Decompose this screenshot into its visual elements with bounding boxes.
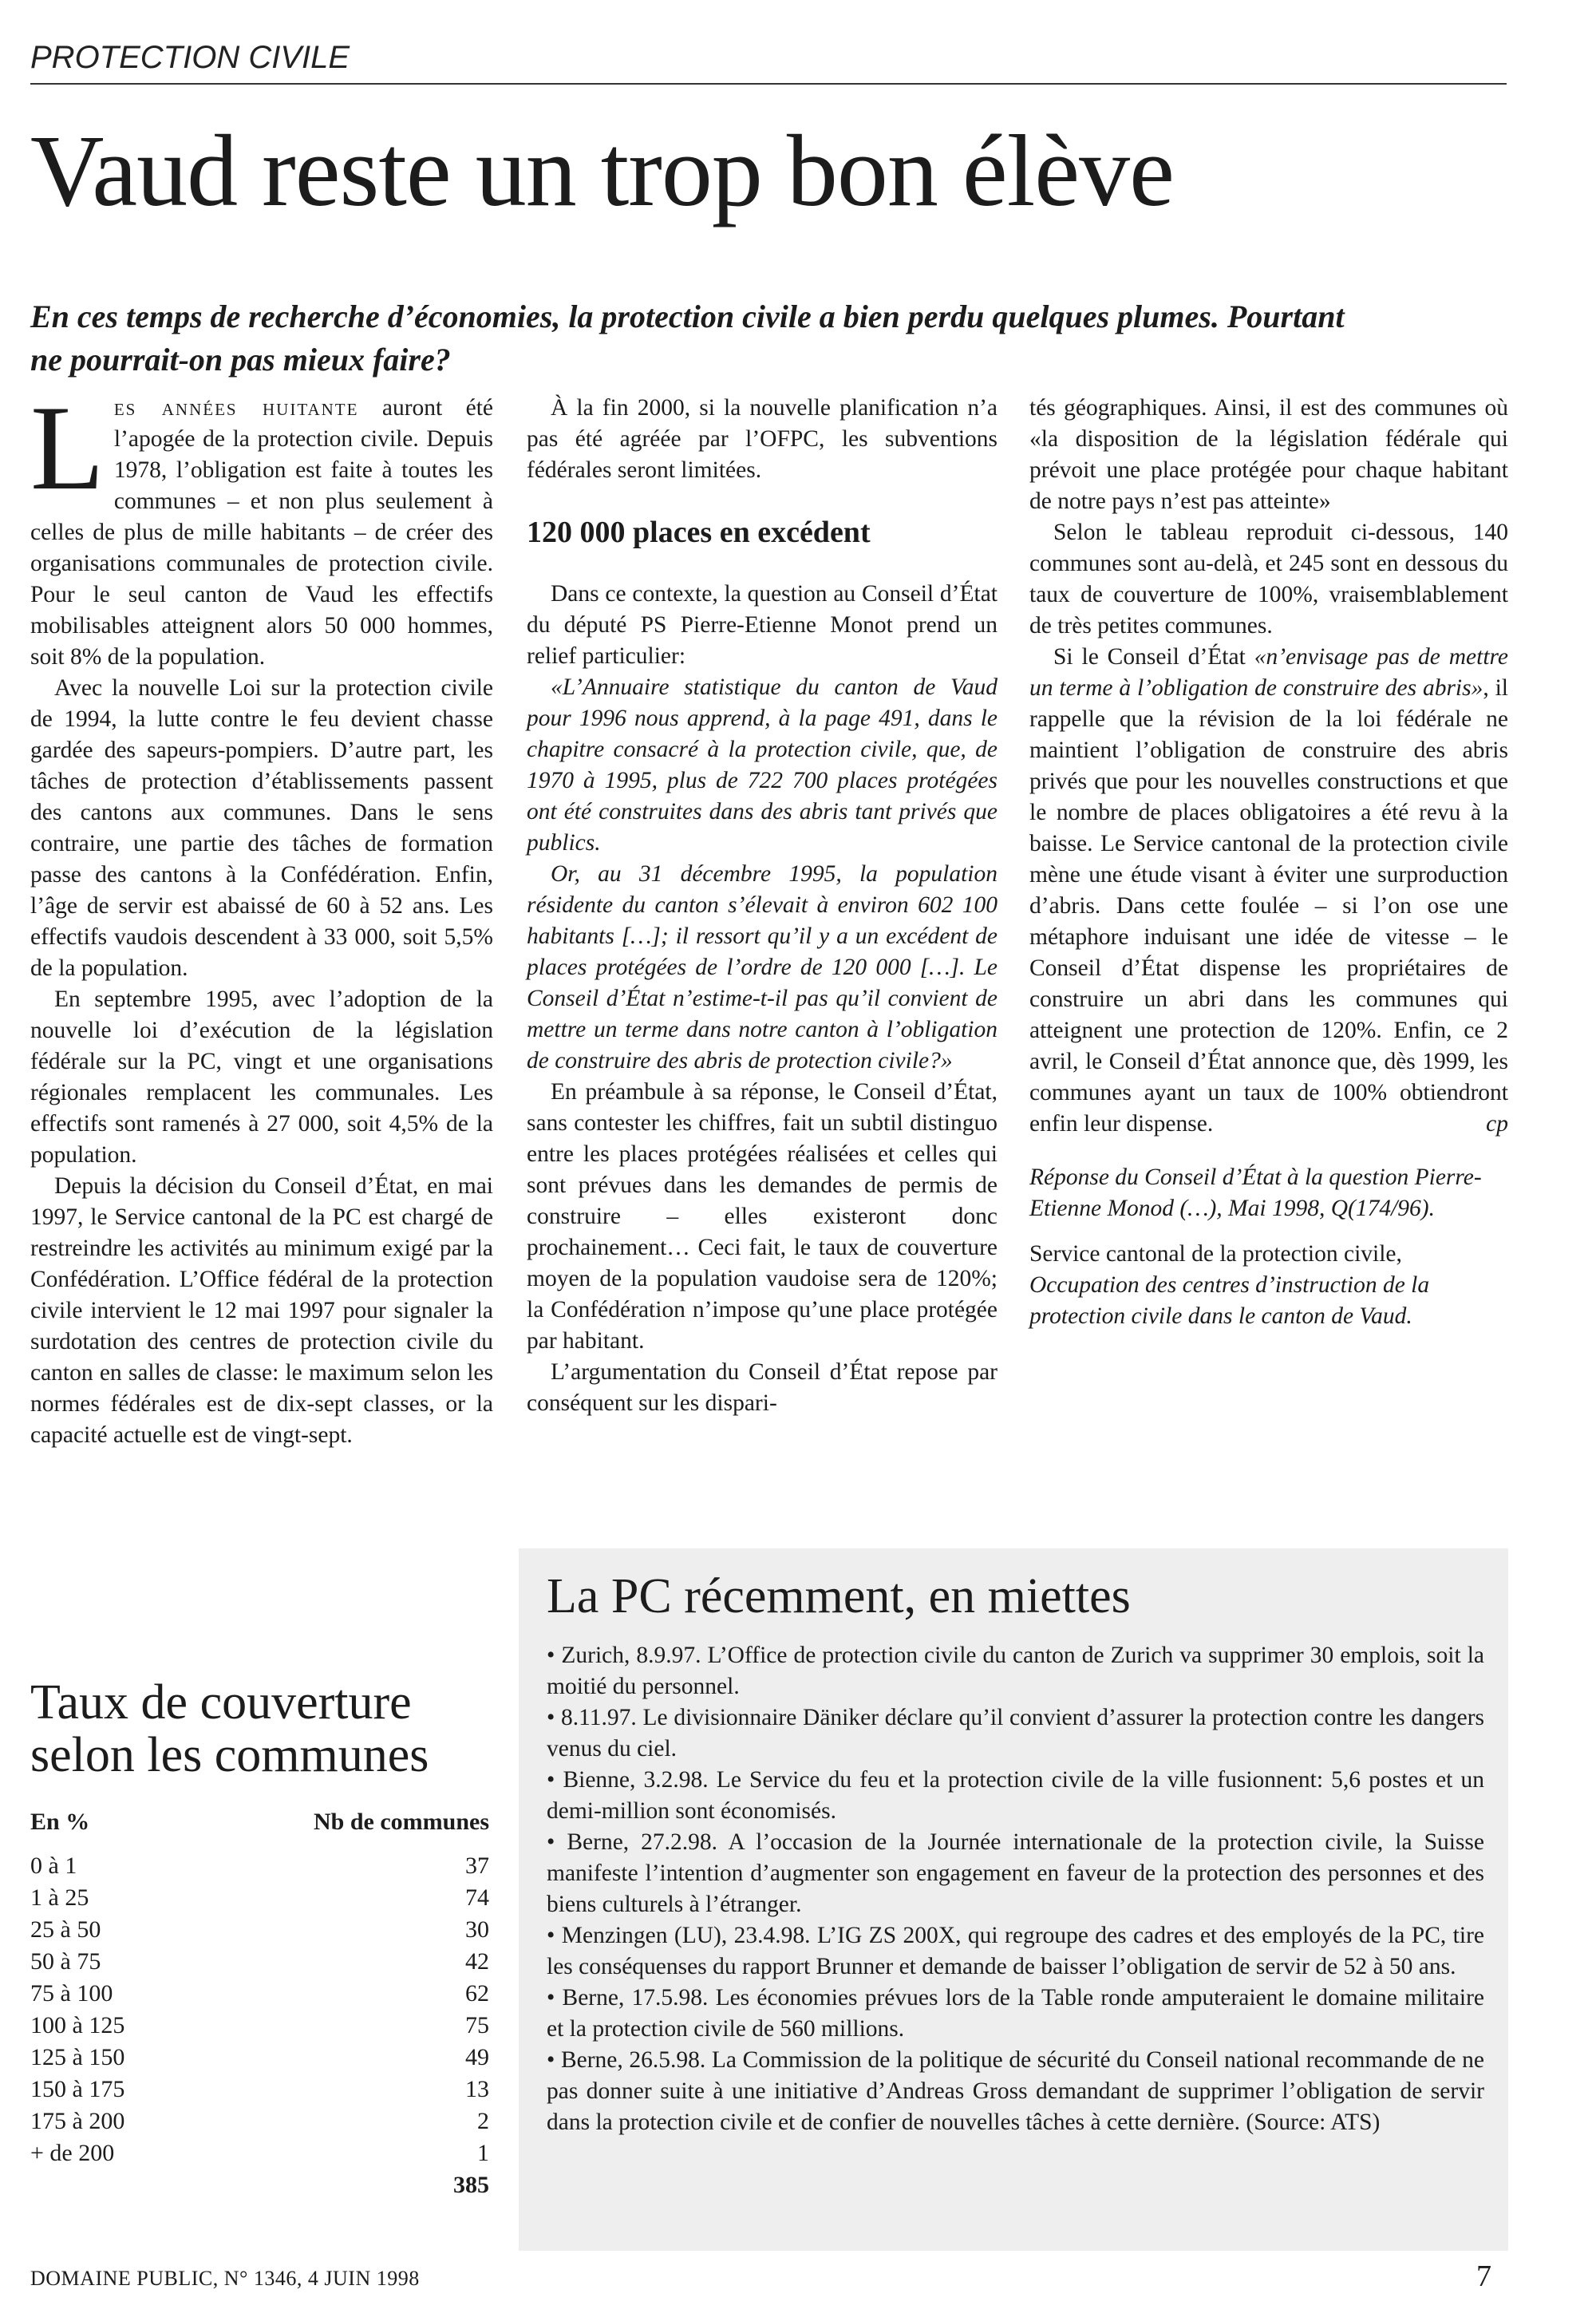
table-row	[30, 1850, 489, 1882]
paragraph: En préambule à sa réponse, le Conseil d’État, sans contester les chiffres, fait un subtil distinguo entre les places protégées réalisées et celles qui sont prévues dans les demandes de permis de construire – elles existeront donc prochainement… Ceci fait, le taux de couverture moyen de la population vaudoise sera de 120%; la Confédération n’impose qu’une place protégée par habitant.	[527, 1079, 998, 1354]
table-title-line: selon les communes	[30, 1728, 429, 1782]
count-cell: 37	[465, 1852, 489, 1879]
article-column-1	[30, 381, 493, 1451]
table-row	[30, 1946, 489, 1978]
footer-publication: DOMAINE PUBLIC, N° 1346, 4 JUIN 1998	[30, 2267, 420, 2290]
range-cell: 25 à 50	[30, 1916, 101, 1943]
subheading: 120 000 places en excédent	[527, 516, 871, 549]
paragraph: L’argumentation du Conseil d’État repose par conséquent sur les dispari-	[527, 1359, 998, 1416]
count-cell: 42	[465, 1948, 489, 1975]
column-header: Nb de communes	[313, 1809, 489, 1835]
reference-text: Service cantonal de la protection civile,	[1029, 1241, 1402, 1267]
sidebar-title: La PC récemment, en miettes	[547, 1569, 1131, 1623]
list-item: • Menzingen (LU), 23.4.98. L’IG ZS 200X, qui regroupe des cadres et des employés de la PC, tire les conséquenses du rapport Brunner et demande de baisser l’obligation de servir de 52 à 50 ans.	[547, 1923, 1484, 1979]
list-item: • Zurich, 8.9.97. L’Office de protection civile du canton de Zurich va supprimer 30 emplois, soit la moitié du personnel.	[547, 1643, 1484, 1699]
table-row	[30, 1978, 489, 2010]
table-row	[30, 2010, 489, 2042]
total-value: 385	[453, 2172, 489, 2198]
range-cell: 125 à 150	[30, 2044, 125, 2070]
paragraph: Selon le tableau reproduit ci-dessous, 140 communes sont au-delà, et 245 sont en dessous du taux de couverture de 100%, vraisemblablement de très petites communes.	[1029, 520, 1508, 639]
count-cell: 49	[465, 2044, 489, 2070]
table-title	[30, 1676, 489, 1781]
paragraph: À la fin 2000, si la nouvelle planification n’a pas été agréée par l’OFPC, les subventions fédérales seront limitées.	[527, 395, 998, 483]
list-item: • Berne, 27.2.98. A l’occasion de la Journée internationale de la protection civile, la Suisse manifeste l’intention d’augmenter son engagement en faveur de la protection des personnes et des biens culturels à l’étranger.	[547, 1829, 1484, 1917]
sidebar-box	[519, 1548, 1508, 2251]
table-header	[30, 1809, 489, 1836]
range-cell: + de 200	[30, 2140, 115, 2166]
range-cell: 175 à 200	[30, 2108, 125, 2134]
quote-paragraph: Or, au 31 décembre 1995, la population résidente du canton s’élevait à environ 602 100 habitants […]; il ressort qu’il y a un excédent de places protégées de l’ordre de 120 000 […]. Le Conseil d’État n’estime-t-il pas qu’il convient de mettre un terme dans notre canton à l’obligation de construire des abris de protection civile?»	[527, 861, 998, 1074]
table-row	[30, 2106, 489, 2137]
paragraph: tés géographiques. Ainsi, il est des communes où «la disposition de la législation fédérale qui prévoit une place protégée pour chaque habitant de notre pays n’est pas atteinte»	[1029, 395, 1508, 514]
count-cell: 1	[477, 2140, 489, 2166]
chapeau: En ces temps de recherche d’économies, la protection civile a bien perdu quelques plumes. Pourtant ne pourrait-on pas mieux faire?	[30, 299, 1345, 378]
paragraph: En septembre 1995, avec l’adoption de la nouvelle loi d’exécution de la législation fédérale sur la PC, vingt et une organisations régionales remplacent les communales. Les effectifs sont ramenés à 27 000, soit 4,5% de la population.	[30, 987, 493, 1168]
list-item: • Berne, 17.5.98. Les économies prévues lors de la Table ronde amputeraient le domaine militaire et la protection civile de 560 millions.	[547, 1985, 1484, 2042]
count-cell: 13	[465, 2076, 489, 2102]
range-cell: 50 à 75	[30, 1948, 101, 1975]
list-item: • Berne, 26.5.98. La Commission de la politique de sécurité du Conseil national recommande de ne pas donner suite à une initiative d’Andreas Gross demandant de supprimer l’obligation de servir dans la protection civile et de confier de nouvelles tâches à cette dernière. (Source: ATS)	[547, 2047, 1484, 2135]
paragraph: Dans ce contexte, la question au Conseil d’État du député PS Pierre-Etienne Monot prend un relief particulier:	[527, 581, 998, 669]
news-list	[547, 1640, 1484, 2138]
paragraph: Avec la nouvelle Loi sur la protection civile de 1994, la lutte contre le feu devient chasse gardée des sapeurs-pompiers. D’autre part, les tâches de protection d’établissements passent des cantons aux communes. Dans le sens contraire, une partie des tâches de formation passe des cantons à la Confédération. Enfin, l’âge de servir est abaissé de 60 à 52 ans. Les effectifs vaudois descendent à 33 000, soit 5,5% de la population.	[30, 675, 493, 981]
coverage-table	[30, 1676, 489, 2201]
table-total	[30, 2169, 489, 2201]
section-rule	[30, 83, 1507, 85]
range-cell: 150 à 175	[30, 2076, 125, 2102]
page-number: 7	[1476, 2260, 1491, 2293]
table-row	[30, 2042, 489, 2074]
headline: Vaud reste un trop bon élève	[30, 114, 1174, 227]
paragraph	[1029, 642, 1508, 1140]
reference	[1029, 1239, 1508, 1332]
list-item: • Bienne, 3.2.98. Le Service du feu et la protection civile de la ville fusionnent: 5,6 postes et un demi-million sont économisés.	[547, 1767, 1484, 1824]
count-cell: 75	[465, 2012, 489, 2038]
table-rows	[30, 1850, 489, 2169]
list-item: • 8.11.97. Le divisionnaire Däniker déclare qu’il convient d’assurer la protection contre les dangers venus du ciel.	[547, 1705, 1484, 1762]
quote-text: «n’envisage pas de mettre un terme à l’obligation de construire des abris»	[1029, 644, 1508, 701]
range-cell: 75 à 100	[30, 1980, 113, 2007]
author-signature: cp	[1486, 1111, 1508, 1137]
article-column-2	[527, 393, 998, 1419]
count-cell: 30	[465, 1916, 489, 1943]
table-title-line: Taux de couverture	[30, 1675, 412, 1730]
section-label: PROTECTION CIVILE	[30, 40, 350, 75]
article-column-3	[1029, 393, 1508, 1346]
table-row	[30, 1914, 489, 1946]
paragraph	[30, 381, 493, 673]
reference-title: Occupation des centres d’instruction de la protection civile dans le canton de Vaud.	[1029, 1272, 1430, 1329]
count-cell: 74	[465, 1884, 489, 1911]
paragraph: Depuis la décision du Conseil d’État, en mai 1997, le Service cantonal de la PC est chargé de restreindre les activités au minimum exigé par la Confédération. L’Office fédéral de la protection civile intervient le 12 mai 1997 pour signaler la surdotation des centres de protection civile du canton en salles de classe: le maximum selon les normes fédérales est de dix-sept classes, or la capacité actuelle est de vingt-sept.	[30, 1173, 493, 1448]
column-header: En %	[30, 1809, 90, 1835]
range-cell: 0 à 1	[30, 1852, 77, 1879]
count-cell: 62	[465, 1980, 489, 2007]
table-row	[30, 2137, 489, 2169]
table-row	[30, 2074, 489, 2106]
paragraph-text: , il rappelle que la révision de la loi fédérale ne maintient l’obligation de construire des abris privés que pour les nouvelles constructions et que le nombre de places obligatoires a été revu à la baisse. Le Service cantonal de la protection civile mène une étude visant à éviter une surproduction d’abris. Dans cette foulée – si l’on ose une métaphore induisant une idée de vitesse – le Conseil d’État dispense les propriétaires de construire un abri dans les communes qui atteignent une protection de 120%. Enfin, ce 2 avril, le Conseil d’État annonce que, dès 1999, les communes ayant un taux de 100% obtiendront enfin leur dispense.	[1029, 675, 1508, 1137]
reference: Réponse du Conseil d’État à la question Pierre-Etienne Monod (…), Mai 1998, Q(174/96).	[1029, 1164, 1482, 1221]
quote-paragraph: «L’Annuaire statistique du canton de Vaud pour 1996 nous apprend, à la page 491, dans le chapitre consacré à la protection civile, que, de 1970 à 1995, plus de 722 700 places protégées ont été construites dans des abris tant privés que publics.	[527, 674, 998, 856]
paragraph-text: auront été l’apogée de la protection civile. Depuis 1978, l’obligation est faite à toutes les communes – et non plus seulement à celles de plus de mille habitants – de créer des organisations communales de protection civile. Pour le seul canton de Vaud les effectifs mobilisables atteignent alors 50 000 hommes, soit 8% de la population.	[30, 395, 493, 670]
range-cell: 1 à 25	[30, 1884, 89, 1911]
drop-cap: L	[30, 381, 105, 515]
references	[1029, 1162, 1508, 1332]
paragraph-text: Si le Conseil d’État	[1053, 644, 1254, 670]
count-cell: 2	[477, 2108, 489, 2134]
table-row	[30, 1882, 489, 1914]
lead-in: es années huitante	[113, 395, 359, 421]
range-cell: 100 à 125	[30, 2012, 125, 2038]
